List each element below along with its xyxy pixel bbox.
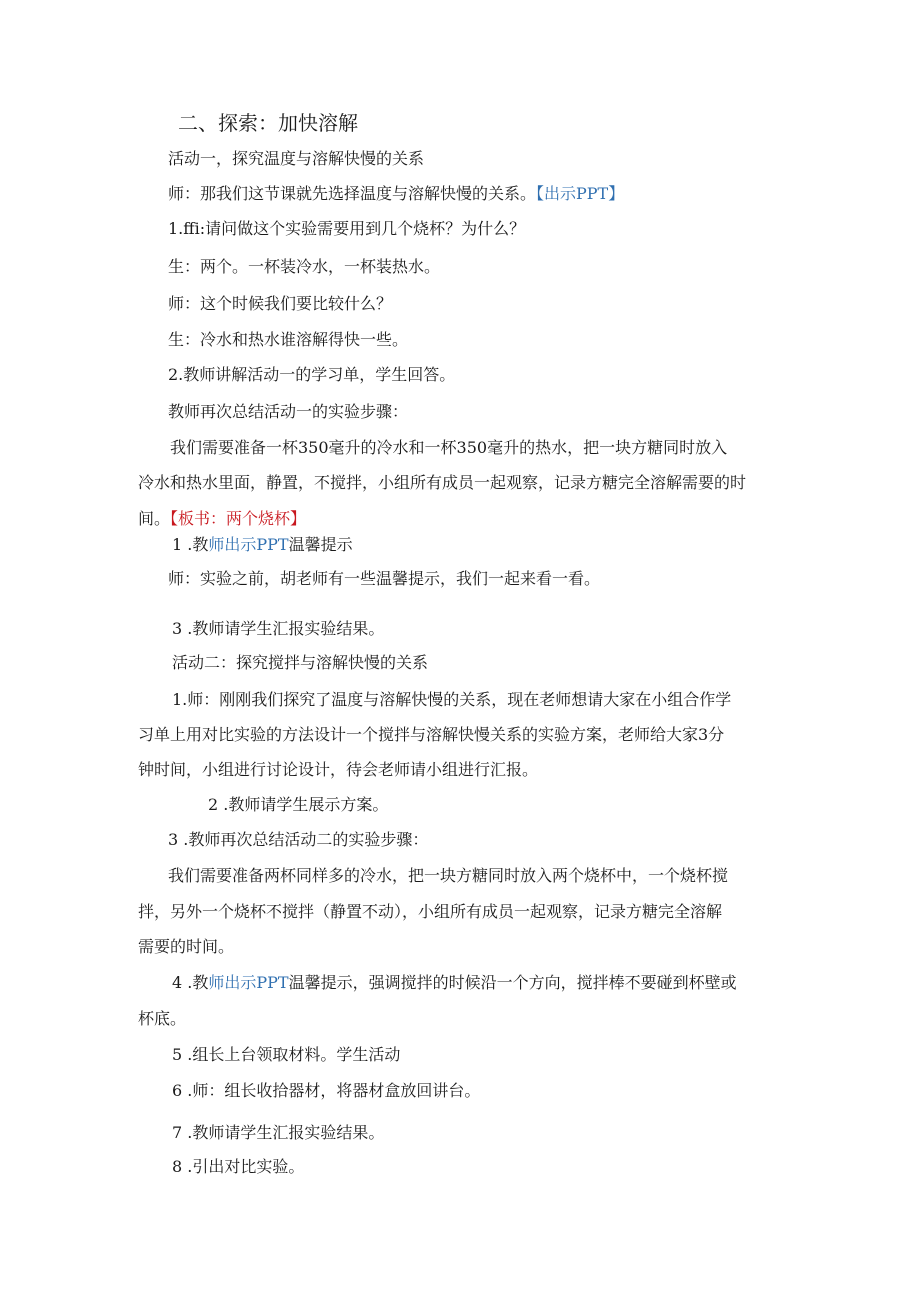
list-item-1-ppt [172,534,353,556]
activity2-paragraph-line: 钟时间，小组进行讨论设计，待会老师请小组进行汇报。 [138,760,539,779]
activity2-paragraph-line: 1.师：刚刚我们探究了温度与溶解快慢的关系，现在老师想请大家在小组合作学 [172,690,732,709]
activity2-item-7: 7 .教师请学生汇报实验结果。 [172,1123,385,1142]
student-answer-2: 生：冷水和热水谁溶解得快一些。 [168,330,409,349]
list-item-prefix: 1 .教 [172,535,209,554]
activity2-item-5: 5 .组长上台领取材料。学生活动 [172,1045,401,1064]
list-item-suffix: 温馨提示，强调搅拌的时候沿一个方向，搅拌棒不要碰到杯壁或 [288,973,737,992]
steps-paragraph-line: 冷水和热水里面，静置，不搅拌，小组所有成员一起观察，记录方糖完全溶解需要的时 [138,473,747,492]
teacher-intro-text: 师：那我们这节课就先选择温度与溶解快慢的关系。 [168,184,537,203]
activity2-item-4-continued: 杯底。 [138,1009,187,1028]
activity2-title: 活动二：探究搅拌与溶解快慢的关系 [172,653,429,672]
steps-paragraph-tail: 间。 [138,509,171,528]
activity2-steps-line: 我们需要准备两杯同样多的冷水，把一块方糖同时放入两个烧杯中，一个烧杯搅 [168,866,729,885]
activity2-item-4 [172,972,737,994]
teacher-tip: 师：实验之前，胡老师有一些温馨提示，我们一起来看一看。 [168,569,601,588]
board-note: 【板书：两个烧杯】 [170,509,307,528]
activity2-item-2: 2 .教师请学生展示方案。 [208,795,389,814]
teacher-intro-line [168,183,624,205]
list-item-3: 3 .教师请学生汇报实验结果。 [172,619,385,638]
steps-paragraph-line: 我们需要准备一杯350毫升的冷水和一杯350毫升的热水，把一块方糖同时放入 [170,438,728,457]
steps-paragraph-last-line [138,508,306,530]
student-answer-1: 生：两个。一杯装冷水，一杯装热水。 [168,257,441,276]
summary-intro: 教师再次总结活动一的实验步骤： [168,402,409,421]
list-item-prefix: 4 .教 [172,973,209,992]
activity2-item-6: 6 .师：组长收拾器材，将器材盒放回讲台。 [172,1081,481,1100]
question-1: 1.ffi:请问做这个实验需要用到几个烧杯？为什么？ [168,219,526,238]
section-heading: 二、探索：加快溶解 [178,111,358,135]
ppt-callout: 师出示PPT [208,973,289,992]
activity2-item-8: 8 .引出对比实验。 [172,1157,305,1176]
list-item-2: 2.教师讲解活动一的学习单，学生回答。 [168,365,456,384]
activity2-item-3: 3 .教师再次总结活动二的实验步骤： [168,830,429,849]
list-item-suffix: 温馨提示 [288,535,353,554]
activity2-paragraph-line: 习单上用对比实验的方法设计一个搅拌与溶解快慢关系的实验方案，老师给大家3分 [138,725,725,744]
ppt-callout: 【出示PPT】 [536,184,625,203]
ppt-callout: 师出示PPT [208,535,289,554]
teacher-question-2: 师：这个时候我们要比较什么？ [168,294,393,313]
activity1-title: 活动一，探究温度与溶解快慢的关系 [168,149,425,168]
activity2-steps-line: 需要的时间。 [138,937,235,956]
activity2-steps-line: 拌，另外一个烧杯不搅拌（静置不动），小组所有成员一起观察，记录方糖完全溶解 [138,902,723,921]
